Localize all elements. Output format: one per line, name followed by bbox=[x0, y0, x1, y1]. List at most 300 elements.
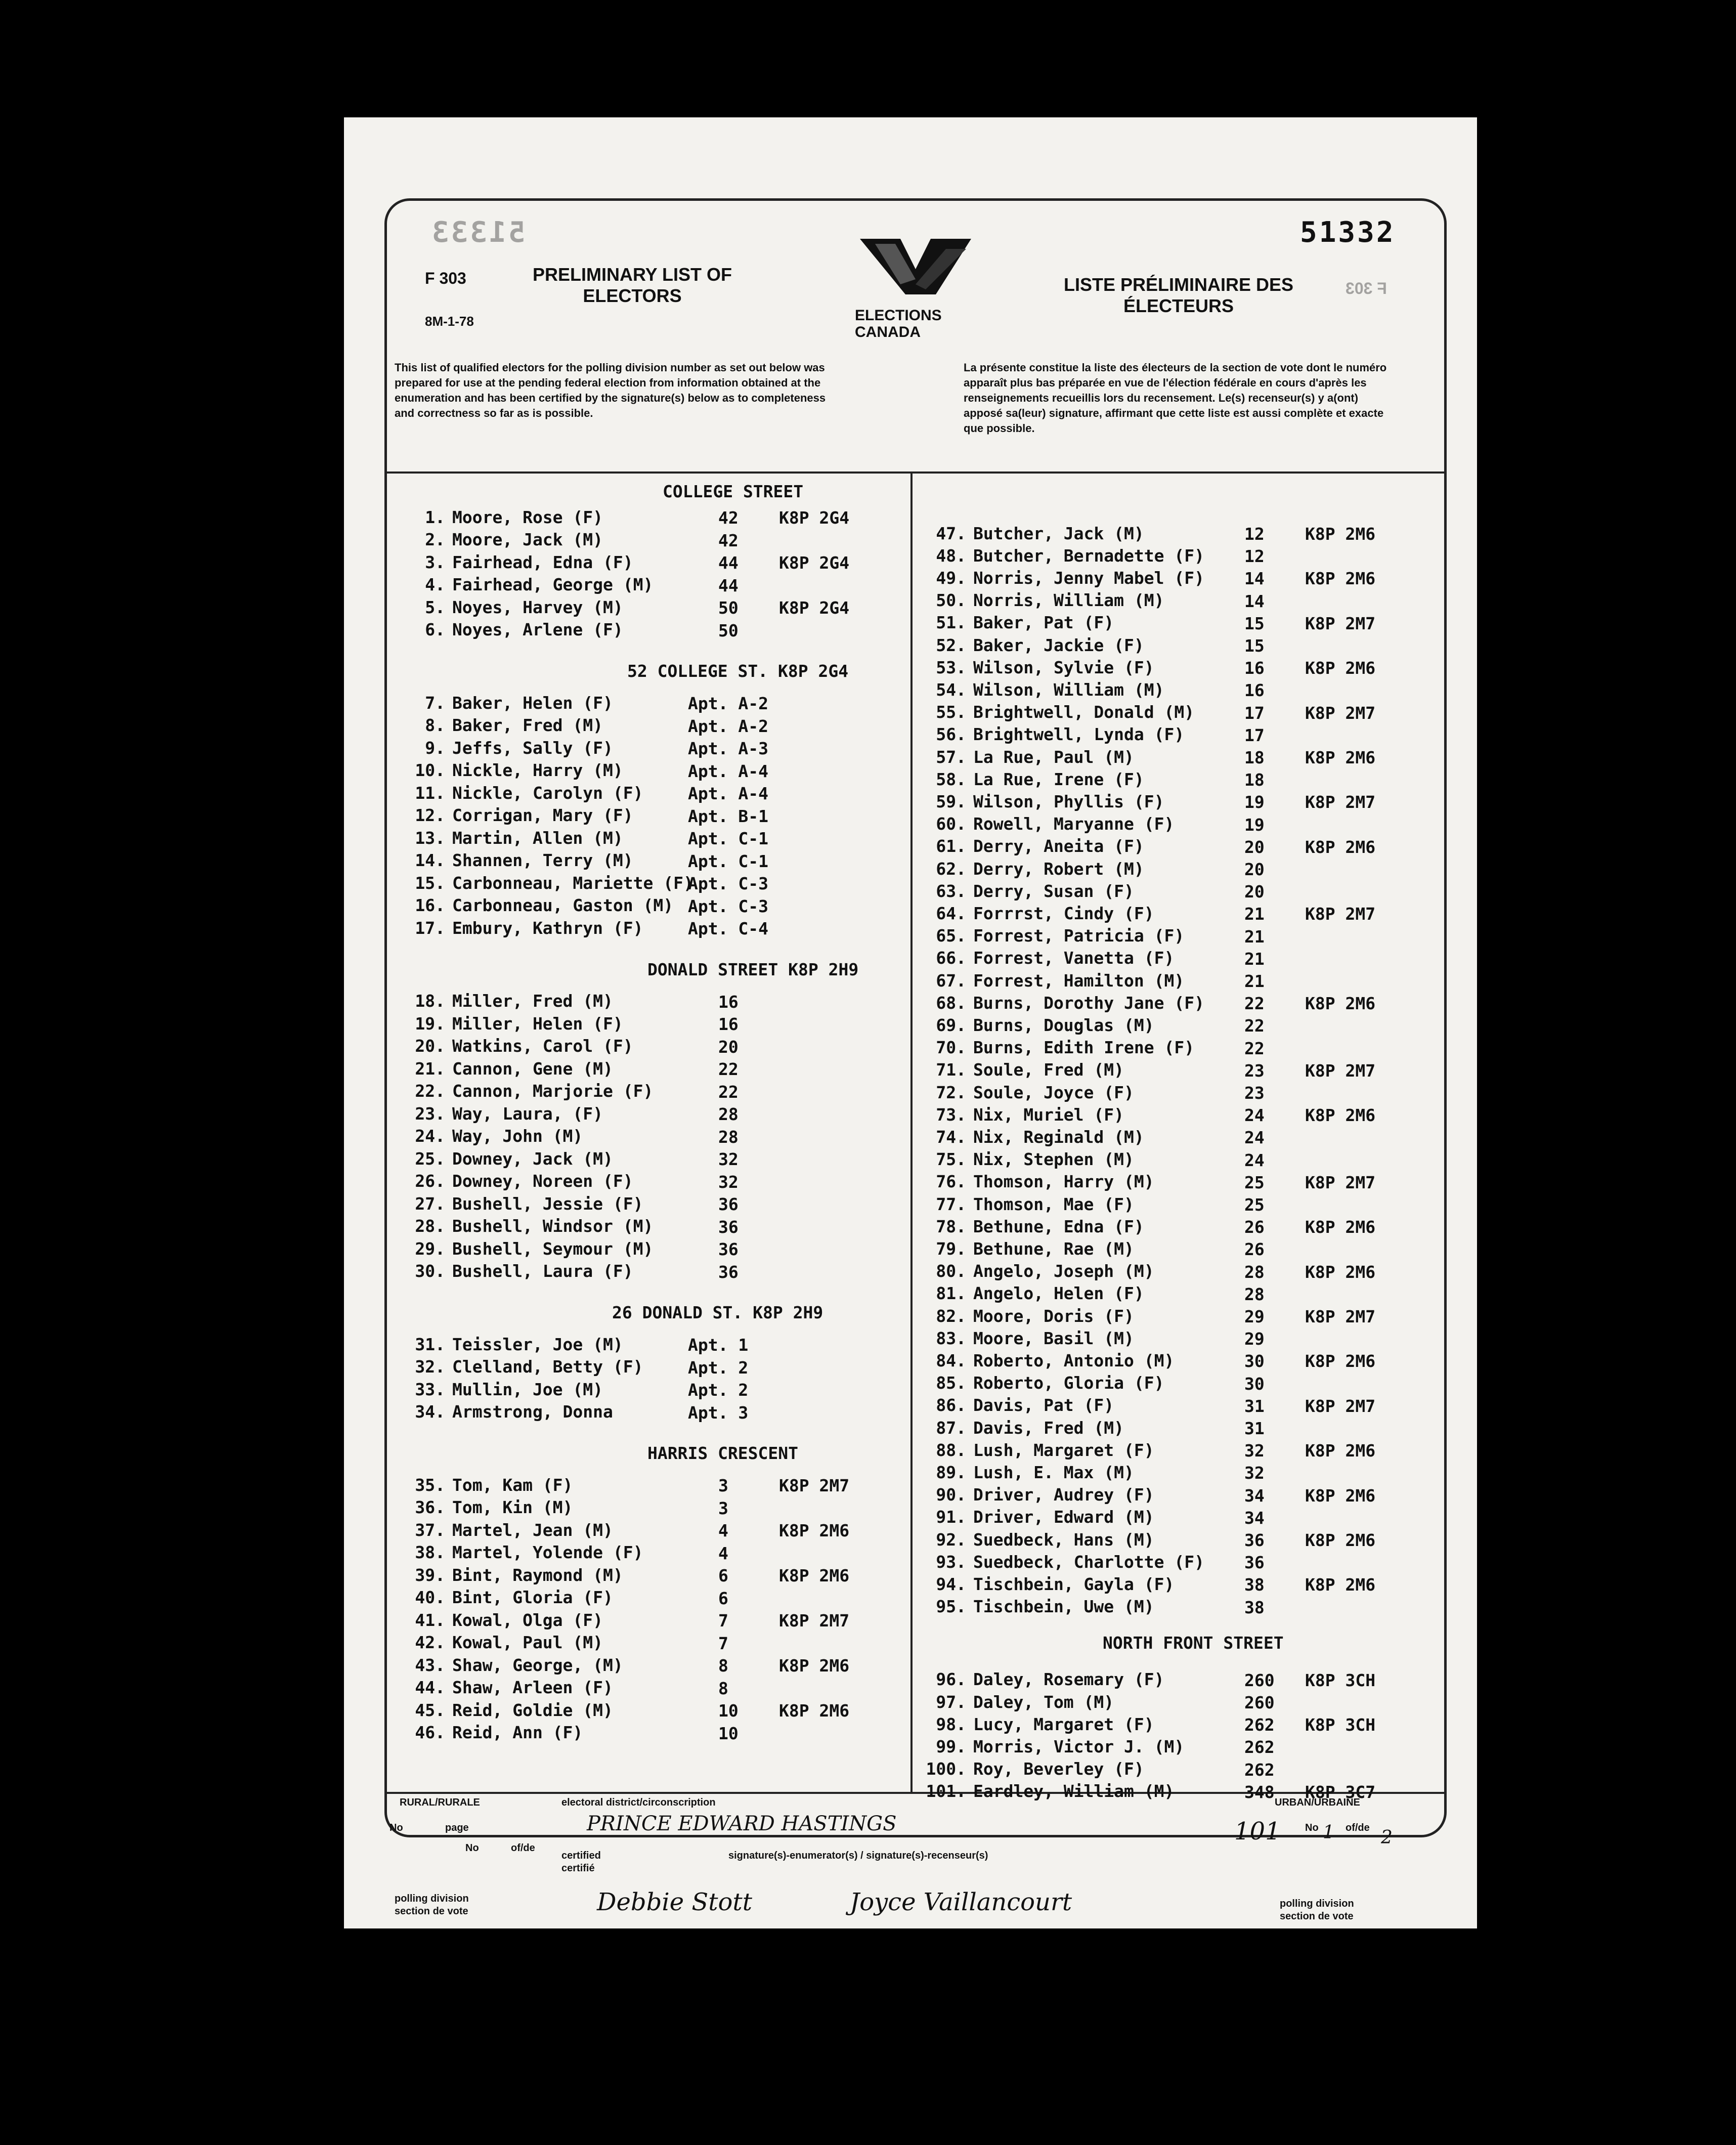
elector-postal-code: K8P 2G4 bbox=[779, 508, 850, 528]
section-de-vote-label-fr: section de vote bbox=[1280, 1911, 1354, 1922]
elector-row bbox=[405, 1474, 573, 1496]
elector-row bbox=[405, 1192, 643, 1215]
elector-row bbox=[405, 1722, 583, 1744]
elector-address: 348 bbox=[1244, 1782, 1275, 1802]
elector-row bbox=[916, 1668, 1164, 1691]
elector-row bbox=[916, 1573, 1174, 1595]
elector-postal-code: K8P 2M6 bbox=[1305, 1217, 1376, 1237]
elector-name: Thomson, Mae (F) bbox=[973, 1194, 1134, 1214]
elector-address: 30 bbox=[1244, 1351, 1265, 1371]
elector-address: 32 bbox=[1244, 1463, 1265, 1483]
elector-row bbox=[405, 1677, 613, 1699]
elector-name: Lush, E. Max (M) bbox=[973, 1462, 1134, 1482]
elector-number: 2. bbox=[425, 530, 445, 549]
elector-row bbox=[405, 1378, 603, 1400]
elector-name: Norris, William (M) bbox=[973, 590, 1164, 611]
polling-division-label-fr: polling division bbox=[1280, 1898, 1354, 1909]
elector-number: 48. bbox=[936, 545, 966, 566]
elector-address: 22 bbox=[718, 1082, 739, 1102]
elector-address: 36 bbox=[1244, 1530, 1265, 1550]
elector-address: 17 bbox=[1244, 725, 1265, 745]
elector-address: 21 bbox=[1244, 949, 1265, 969]
elector-address: 16 bbox=[1244, 680, 1265, 701]
elector-row bbox=[405, 574, 653, 596]
elector-address: 19 bbox=[1244, 814, 1265, 835]
elector-name: Baker, Jackie (F) bbox=[973, 635, 1144, 655]
elector-row bbox=[916, 1551, 1204, 1573]
elector-address: 36 bbox=[718, 1194, 739, 1214]
elector-name: Suedbeck, Charlotte (F) bbox=[973, 1552, 1204, 1572]
elector-row bbox=[916, 1260, 1154, 1282]
elector-address: 34 bbox=[1244, 1508, 1265, 1528]
elector-number: 57. bbox=[936, 747, 966, 767]
of-label: of/de bbox=[511, 1842, 535, 1854]
elector-number: 77. bbox=[936, 1194, 966, 1214]
elector-name: Martel, Jean (M) bbox=[452, 1520, 613, 1540]
elector-number: 96. bbox=[936, 1669, 966, 1690]
section-heading: 26 DONALD ST. K8P 2H9 bbox=[612, 1303, 823, 1322]
elector-row bbox=[916, 857, 1144, 880]
elector-name: Martin, Allen (M) bbox=[452, 828, 623, 848]
elector-row bbox=[405, 1237, 653, 1260]
elector-address: 22 bbox=[1244, 994, 1265, 1014]
elector-name: Roberto, Antonio (M) bbox=[973, 1350, 1175, 1370]
elector-address: 262 bbox=[1244, 1760, 1275, 1780]
elector-name: Downey, Jack (M) bbox=[452, 1148, 613, 1169]
elector-name: Kowal, Olga (F) bbox=[452, 1610, 603, 1630]
elector-row bbox=[405, 917, 643, 939]
elector-name: Daley, Rosemary (F) bbox=[973, 1669, 1164, 1690]
elector-row bbox=[405, 1125, 583, 1147]
elector-row bbox=[916, 790, 1164, 812]
elector-row bbox=[405, 1147, 613, 1170]
elector-row bbox=[405, 1699, 613, 1721]
elector-row bbox=[916, 1439, 1154, 1461]
section-heading: DONALD STREET K8P 2H9 bbox=[647, 959, 859, 979]
elector-name: Derry, Susan (F) bbox=[973, 881, 1134, 901]
elector-name: Rowell, Maryanne (F) bbox=[973, 814, 1175, 834]
elector-row bbox=[405, 1586, 613, 1609]
elector-row bbox=[405, 529, 603, 551]
elector-name: Embury, Kathryn (F) bbox=[452, 918, 643, 938]
elector-address: 16 bbox=[718, 992, 739, 1012]
elector-address: 32 bbox=[718, 1172, 739, 1192]
elector-name: La Rue, Irene (F) bbox=[973, 769, 1144, 789]
elector-number: 80. bbox=[936, 1261, 966, 1281]
elector-address: Apt. 2 bbox=[688, 1357, 749, 1378]
elector-number: 32. bbox=[415, 1357, 445, 1377]
elector-name: Wilson, Phyllis (F) bbox=[973, 791, 1164, 811]
elector-name: Derry, Aneita (F) bbox=[973, 836, 1144, 856]
elector-name: Soule, Joyce (F) bbox=[973, 1082, 1134, 1102]
elector-postal-code: K8P 2M6 bbox=[779, 1521, 850, 1540]
elector-number: 79. bbox=[936, 1238, 966, 1259]
elector-address: 32 bbox=[1244, 1441, 1265, 1461]
elector-postal-code: K8P 2M6 bbox=[1305, 837, 1376, 857]
elector-postal-code: K8P 2M6 bbox=[1305, 1485, 1376, 1506]
elector-row bbox=[916, 1037, 1194, 1059]
elector-postal-code: K8P 2M7 bbox=[1305, 792, 1376, 812]
elector-number: 61. bbox=[936, 836, 966, 856]
elector-number: 42. bbox=[415, 1633, 445, 1652]
elector-postal-code: K8P 2M7 bbox=[1305, 1172, 1376, 1192]
elector-row bbox=[916, 1193, 1134, 1215]
elector-row bbox=[916, 1126, 1144, 1148]
intro-french: La présente constitue la liste des électeurs de la section de vote dont le numéro apparaît plus bas préparée en vue de l'élection fédérale en cours d'après les renseignements recueillis lors du recensement. Le(s) recenseur(s) y a(ont) apposé sa(leur) signature, affirmant que cette liste est aussi complète et exacte que possible. bbox=[964, 361, 1387, 435]
elector-number: 56. bbox=[936, 724, 966, 745]
elector-row bbox=[916, 1171, 1154, 1193]
form-date: 8M-1-78 bbox=[425, 314, 474, 329]
elector-postal-code: K8P 3CH bbox=[1305, 1715, 1376, 1735]
elector-row bbox=[405, 990, 613, 1012]
elector-address: 18 bbox=[1244, 748, 1265, 767]
elector-address: 17 bbox=[1244, 703, 1265, 723]
elector-number: 84. bbox=[936, 1350, 966, 1370]
elector-row bbox=[405, 692, 613, 714]
elector-number: 72. bbox=[936, 1082, 966, 1102]
elector-address: 38 bbox=[1244, 1575, 1265, 1595]
elector-postal-code: K8P 2M7 bbox=[1305, 1396, 1376, 1416]
elector-number: 47. bbox=[936, 523, 966, 543]
elector-address: 3 bbox=[718, 1498, 728, 1518]
elector-row bbox=[916, 544, 1204, 567]
elector-postal-code: K8P 2M7 bbox=[1305, 904, 1376, 924]
elector-address: Apt. C-3 bbox=[688, 896, 768, 916]
elector-row bbox=[405, 737, 613, 759]
elector-name: Bushell, Laura (F) bbox=[452, 1261, 633, 1281]
elector-name: Cannon, Marjorie (F) bbox=[452, 1081, 654, 1101]
elector-number: 40. bbox=[415, 1588, 445, 1607]
elector-address: 20 bbox=[1244, 837, 1265, 857]
elector-postal-code: K8P 2M7 bbox=[779, 1476, 850, 1495]
elector-name: Norris, Jenny Mabel (F) bbox=[973, 568, 1204, 588]
elector-name: Shannen, Terry (M) bbox=[452, 850, 633, 870]
elector-number: 18. bbox=[415, 991, 445, 1011]
elector-name: Brightwell, Lynda (F) bbox=[973, 724, 1185, 745]
page-label: page bbox=[445, 1822, 469, 1833]
elector-number: 34. bbox=[415, 1402, 445, 1422]
elector-name: Butcher, Bernadette (F) bbox=[973, 545, 1204, 566]
elector-address: 20 bbox=[1244, 882, 1265, 902]
elector-name: Baker, Fred (M) bbox=[452, 715, 603, 735]
elector-address: 14 bbox=[1244, 569, 1265, 589]
elector-name: Davis, Fred (M) bbox=[973, 1418, 1124, 1438]
elector-address: 31 bbox=[1244, 1396, 1265, 1416]
elector-name: Davis, Pat (F) bbox=[973, 1395, 1114, 1415]
elector-postal-code: K8P 2G4 bbox=[779, 598, 850, 618]
elector-postal-code: K8P 2M6 bbox=[1305, 1351, 1376, 1371]
elector-postal-code: K8P 2M7 bbox=[779, 1611, 850, 1631]
elector-row bbox=[916, 656, 1154, 678]
elector-number: 68. bbox=[936, 993, 966, 1013]
elector-address: 20 bbox=[1244, 860, 1265, 879]
section-heading: COLLEGE STREET bbox=[663, 482, 804, 501]
elector-row bbox=[916, 1349, 1174, 1371]
elector-number: 85. bbox=[936, 1373, 966, 1393]
elector-row bbox=[916, 969, 1184, 992]
elector-name: Moore, Jack (M) bbox=[452, 530, 603, 549]
elector-number: 100. bbox=[926, 1759, 966, 1779]
elector-address: 3 bbox=[718, 1476, 728, 1495]
elector-number: 14. bbox=[415, 850, 445, 870]
elector-number: 38. bbox=[415, 1542, 445, 1562]
elector-row bbox=[916, 1528, 1154, 1551]
elector-address: 262 bbox=[1244, 1715, 1275, 1735]
elector-row bbox=[916, 723, 1184, 746]
polling-division-label: polling division bbox=[395, 1893, 469, 1904]
elector-number: 13. bbox=[415, 828, 445, 848]
elector-row bbox=[916, 992, 1204, 1014]
elector-row bbox=[916, 1372, 1164, 1394]
elector-postal-code: K8P 2M7 bbox=[1305, 703, 1376, 723]
no-label-right: No bbox=[1305, 1822, 1319, 1833]
elector-address: 28 bbox=[1244, 1262, 1265, 1282]
elector-number: 35. bbox=[415, 1475, 445, 1495]
elector-row bbox=[916, 567, 1204, 589]
elector-row bbox=[916, 612, 1114, 634]
elector-postal-code: K8P 3CH bbox=[1305, 1670, 1376, 1690]
elector-row bbox=[916, 1148, 1134, 1171]
elector-row bbox=[405, 1496, 573, 1519]
elector-number: 53. bbox=[936, 657, 966, 677]
elector-number: 43. bbox=[415, 1655, 445, 1675]
elector-number: 5. bbox=[425, 597, 445, 617]
elector-row bbox=[405, 1102, 603, 1125]
elector-name: Way, Laura, (F) bbox=[452, 1103, 603, 1124]
elector-address: 26 bbox=[1244, 1239, 1265, 1260]
elector-name: Angelo, Joseph (M) bbox=[973, 1261, 1154, 1281]
elector-name: Forrest, Vanetta (F) bbox=[973, 948, 1175, 968]
elector-name: Carbonneau, Gaston (M) bbox=[452, 895, 674, 915]
elector-row bbox=[916, 701, 1194, 723]
elector-address: 7 bbox=[718, 1633, 728, 1653]
elector-address: Apt. A-2 bbox=[688, 716, 768, 736]
elector-number: 88. bbox=[936, 1440, 966, 1460]
elector-postal-code: K8P 2M7 bbox=[1305, 1307, 1376, 1326]
elector-number: 3. bbox=[425, 552, 445, 572]
elector-number: 31. bbox=[415, 1334, 445, 1354]
elector-number: 49. bbox=[936, 568, 966, 588]
column-divider bbox=[910, 471, 913, 1792]
elector-row bbox=[405, 1632, 603, 1654]
elector-row bbox=[916, 813, 1174, 835]
elector-number: 73. bbox=[936, 1104, 966, 1125]
elector-name: Corrigan, Mary (F) bbox=[452, 805, 633, 825]
elector-address: 24 bbox=[1244, 1150, 1265, 1170]
elector-number: 71. bbox=[936, 1060, 966, 1080]
elector-row bbox=[916, 880, 1134, 902]
elector-number: 1. bbox=[425, 507, 445, 527]
elector-row bbox=[405, 506, 603, 528]
elector-name: Tischbein, Gayla (F) bbox=[973, 1574, 1175, 1594]
elector-address: 22 bbox=[1244, 1016, 1265, 1036]
elector-number: 66. bbox=[936, 948, 966, 968]
elector-number: 46. bbox=[415, 1723, 445, 1742]
elector-name: Cannon, Gene (M) bbox=[452, 1058, 613, 1079]
elector-name: Miller, Fred (M) bbox=[452, 991, 613, 1011]
elector-row bbox=[916, 1506, 1154, 1528]
elector-name: Bushell, Windsor (M) bbox=[452, 1216, 654, 1236]
elector-address: 22 bbox=[718, 1059, 739, 1079]
elector-name: Angelo, Helen (F) bbox=[973, 1283, 1144, 1304]
elector-name: Moore, Rose (F) bbox=[452, 507, 603, 527]
elector-address: Apt. B-1 bbox=[688, 806, 768, 826]
elector-number: 26. bbox=[415, 1171, 445, 1191]
elector-name: Thomson, Harry (M) bbox=[973, 1172, 1154, 1192]
elector-number: 98. bbox=[936, 1714, 966, 1734]
elector-address: 10 bbox=[718, 1723, 739, 1743]
elector-number: 65. bbox=[936, 926, 966, 946]
elector-address: 32 bbox=[718, 1149, 739, 1169]
elector-name: Driver, Edward (M) bbox=[973, 1507, 1154, 1527]
certified-label: certified bbox=[561, 1850, 601, 1861]
elector-address: 36 bbox=[1244, 1553, 1265, 1573]
rural-label: RURAL/RURALE bbox=[400, 1797, 480, 1808]
elector-name: Burns, Dorothy Jane (F) bbox=[973, 993, 1204, 1013]
elector-name: Bushell, Jessie (F) bbox=[452, 1193, 643, 1214]
elector-number: 29. bbox=[415, 1238, 445, 1259]
elector-name: Reid, Ann (F) bbox=[452, 1723, 583, 1742]
elector-number: 50. bbox=[936, 590, 966, 611]
elector-row bbox=[405, 714, 603, 737]
elector-number: 45. bbox=[415, 1700, 445, 1720]
elector-row bbox=[405, 872, 693, 894]
elector-address: 10 bbox=[718, 1701, 739, 1721]
polling-number: 101 bbox=[1234, 1817, 1281, 1846]
elector-address: 38 bbox=[1244, 1597, 1265, 1617]
voter-list-sheet bbox=[344, 117, 1477, 1928]
elector-row bbox=[405, 894, 673, 917]
elector-address: 50 bbox=[718, 620, 739, 640]
elector-name: Roberto, Gloria (F) bbox=[973, 1373, 1164, 1393]
elector-number: 60. bbox=[936, 814, 966, 834]
elector-number: 37. bbox=[415, 1520, 445, 1540]
elector-row bbox=[916, 947, 1174, 969]
elector-row bbox=[916, 1691, 1114, 1713]
elector-number: 55. bbox=[936, 702, 966, 722]
elector-name: Fairhead, Edna (F) bbox=[452, 552, 633, 572]
elector-row bbox=[916, 1735, 1184, 1757]
elector-row bbox=[916, 522, 1144, 544]
elector-number: 30. bbox=[415, 1261, 445, 1281]
elector-number: 67. bbox=[936, 970, 966, 991]
elector-address: 8 bbox=[718, 1656, 728, 1676]
elector-postal-code: K8P 2M6 bbox=[1305, 1262, 1376, 1282]
elector-address: 26 bbox=[1244, 1217, 1265, 1237]
elector-name: Bethune, Edna (F) bbox=[973, 1216, 1144, 1236]
elector-name: Noyes, Arlene (F) bbox=[452, 620, 623, 639]
elector-name: Eardley, William (M) bbox=[973, 1781, 1175, 1801]
elector-number: 90. bbox=[936, 1485, 966, 1505]
elector-number: 41. bbox=[415, 1610, 445, 1630]
elector-postal-code: K8P 2M6 bbox=[1305, 1441, 1376, 1461]
elector-number: 6. bbox=[425, 620, 445, 639]
elector-name: Bethune, Rae (M) bbox=[973, 1238, 1134, 1259]
elector-name: Miller, Helen (F) bbox=[452, 1013, 623, 1034]
elector-number: 64. bbox=[936, 903, 966, 923]
elector-address: 18 bbox=[1244, 770, 1265, 790]
district-value: PRINCE EDWARD HASTINGS bbox=[587, 1812, 897, 1835]
elector-address: 260 bbox=[1244, 1670, 1275, 1690]
elections-canada-logo: ELECTIONS CANADA bbox=[845, 229, 986, 345]
elector-address: 4 bbox=[718, 1521, 728, 1540]
elector-address: 44 bbox=[718, 575, 739, 595]
urban-label: URBAN/URBAINE bbox=[1275, 1797, 1360, 1808]
elector-row bbox=[916, 1461, 1134, 1483]
elector-name: Bint, Raymond (M) bbox=[452, 1565, 623, 1585]
elector-row bbox=[916, 1327, 1134, 1349]
elector-number: 99. bbox=[936, 1736, 966, 1756]
elector-address: 12 bbox=[1244, 524, 1265, 544]
elector-address: Apt. C-1 bbox=[688, 829, 768, 848]
elector-name: Forrest, Patricia (F) bbox=[973, 926, 1185, 946]
elector-row bbox=[916, 1059, 1124, 1081]
elector-name: Lush, Margaret (F) bbox=[973, 1440, 1154, 1460]
elector-address: 21 bbox=[1244, 926, 1265, 947]
elector-address: 21 bbox=[1244, 904, 1265, 924]
elector-postal-code: K8P 2M6 bbox=[779, 1656, 850, 1676]
elector-name: Tischbein, Uwe (M) bbox=[973, 1597, 1154, 1617]
elector-name: Burns, Douglas (M) bbox=[973, 1015, 1154, 1035]
form-code: F 303 bbox=[425, 269, 466, 287]
elector-number: 19. bbox=[415, 1013, 445, 1034]
elector-postal-code: K8P 2M6 bbox=[779, 1701, 850, 1721]
elector-row bbox=[916, 835, 1144, 857]
elector-number: 36. bbox=[415, 1497, 445, 1517]
elector-postal-code: K8P 2M6 bbox=[1305, 1105, 1376, 1126]
elector-address: 23 bbox=[1244, 1060, 1265, 1081]
elector-name: Reid, Goldie (M) bbox=[452, 1700, 613, 1720]
elector-address: 16 bbox=[1244, 658, 1265, 678]
elector-name: Carbonneau, Mariette (F) bbox=[452, 873, 693, 893]
elector-postal-code: K8P 2M6 bbox=[1305, 748, 1376, 767]
section-heading: 52 COLLEGE ST. K8P 2G4 bbox=[627, 661, 849, 681]
elector-name: Wilson, William (M) bbox=[973, 679, 1164, 700]
elector-name: Baker, Helen (F) bbox=[452, 693, 613, 713]
elector-number: 82. bbox=[936, 1306, 966, 1326]
elector-name: Watkins, Carol (F) bbox=[452, 1036, 633, 1056]
elector-address: 21 bbox=[1244, 971, 1265, 991]
page-total: 2 bbox=[1381, 1827, 1393, 1848]
elector-name: Morris, Victor J. (M) bbox=[973, 1736, 1185, 1756]
elector-address: 28 bbox=[1244, 1284, 1265, 1304]
elector-name: Shaw, George, (M) bbox=[452, 1655, 623, 1675]
elector-row bbox=[405, 1519, 613, 1541]
elector-address: 14 bbox=[1244, 591, 1265, 611]
elector-row bbox=[916, 1305, 1134, 1327]
elector-row bbox=[916, 1417, 1124, 1439]
elector-address: Apt. 3 bbox=[688, 1402, 749, 1423]
elector-name: Tom, Kin (M) bbox=[452, 1497, 573, 1517]
section-heading: HARRIS CRESCENT bbox=[647, 1443, 799, 1463]
elector-row bbox=[405, 1260, 633, 1282]
elector-name: Butcher, Jack (M) bbox=[973, 523, 1144, 543]
elector-name: Daley, Tom (M) bbox=[973, 1692, 1114, 1712]
elector-postal-code: K8P 2G4 bbox=[779, 553, 850, 573]
elector-address: 29 bbox=[1244, 1329, 1265, 1349]
elector-row bbox=[405, 1012, 623, 1035]
elector-address: 44 bbox=[718, 553, 739, 573]
elector-row bbox=[916, 1484, 1154, 1506]
elector-number: 27. bbox=[415, 1193, 445, 1214]
elector-name: Bushell, Seymour (M) bbox=[452, 1238, 654, 1259]
elector-address: Apt. C-4 bbox=[688, 919, 768, 938]
elector-number: 95. bbox=[936, 1597, 966, 1617]
elector-name: Brightwell, Donald (M) bbox=[973, 702, 1195, 722]
elector-number: 89. bbox=[936, 1462, 966, 1482]
elector-address: 28 bbox=[718, 1104, 739, 1124]
elector-address: Apt. A-4 bbox=[688, 784, 768, 803]
